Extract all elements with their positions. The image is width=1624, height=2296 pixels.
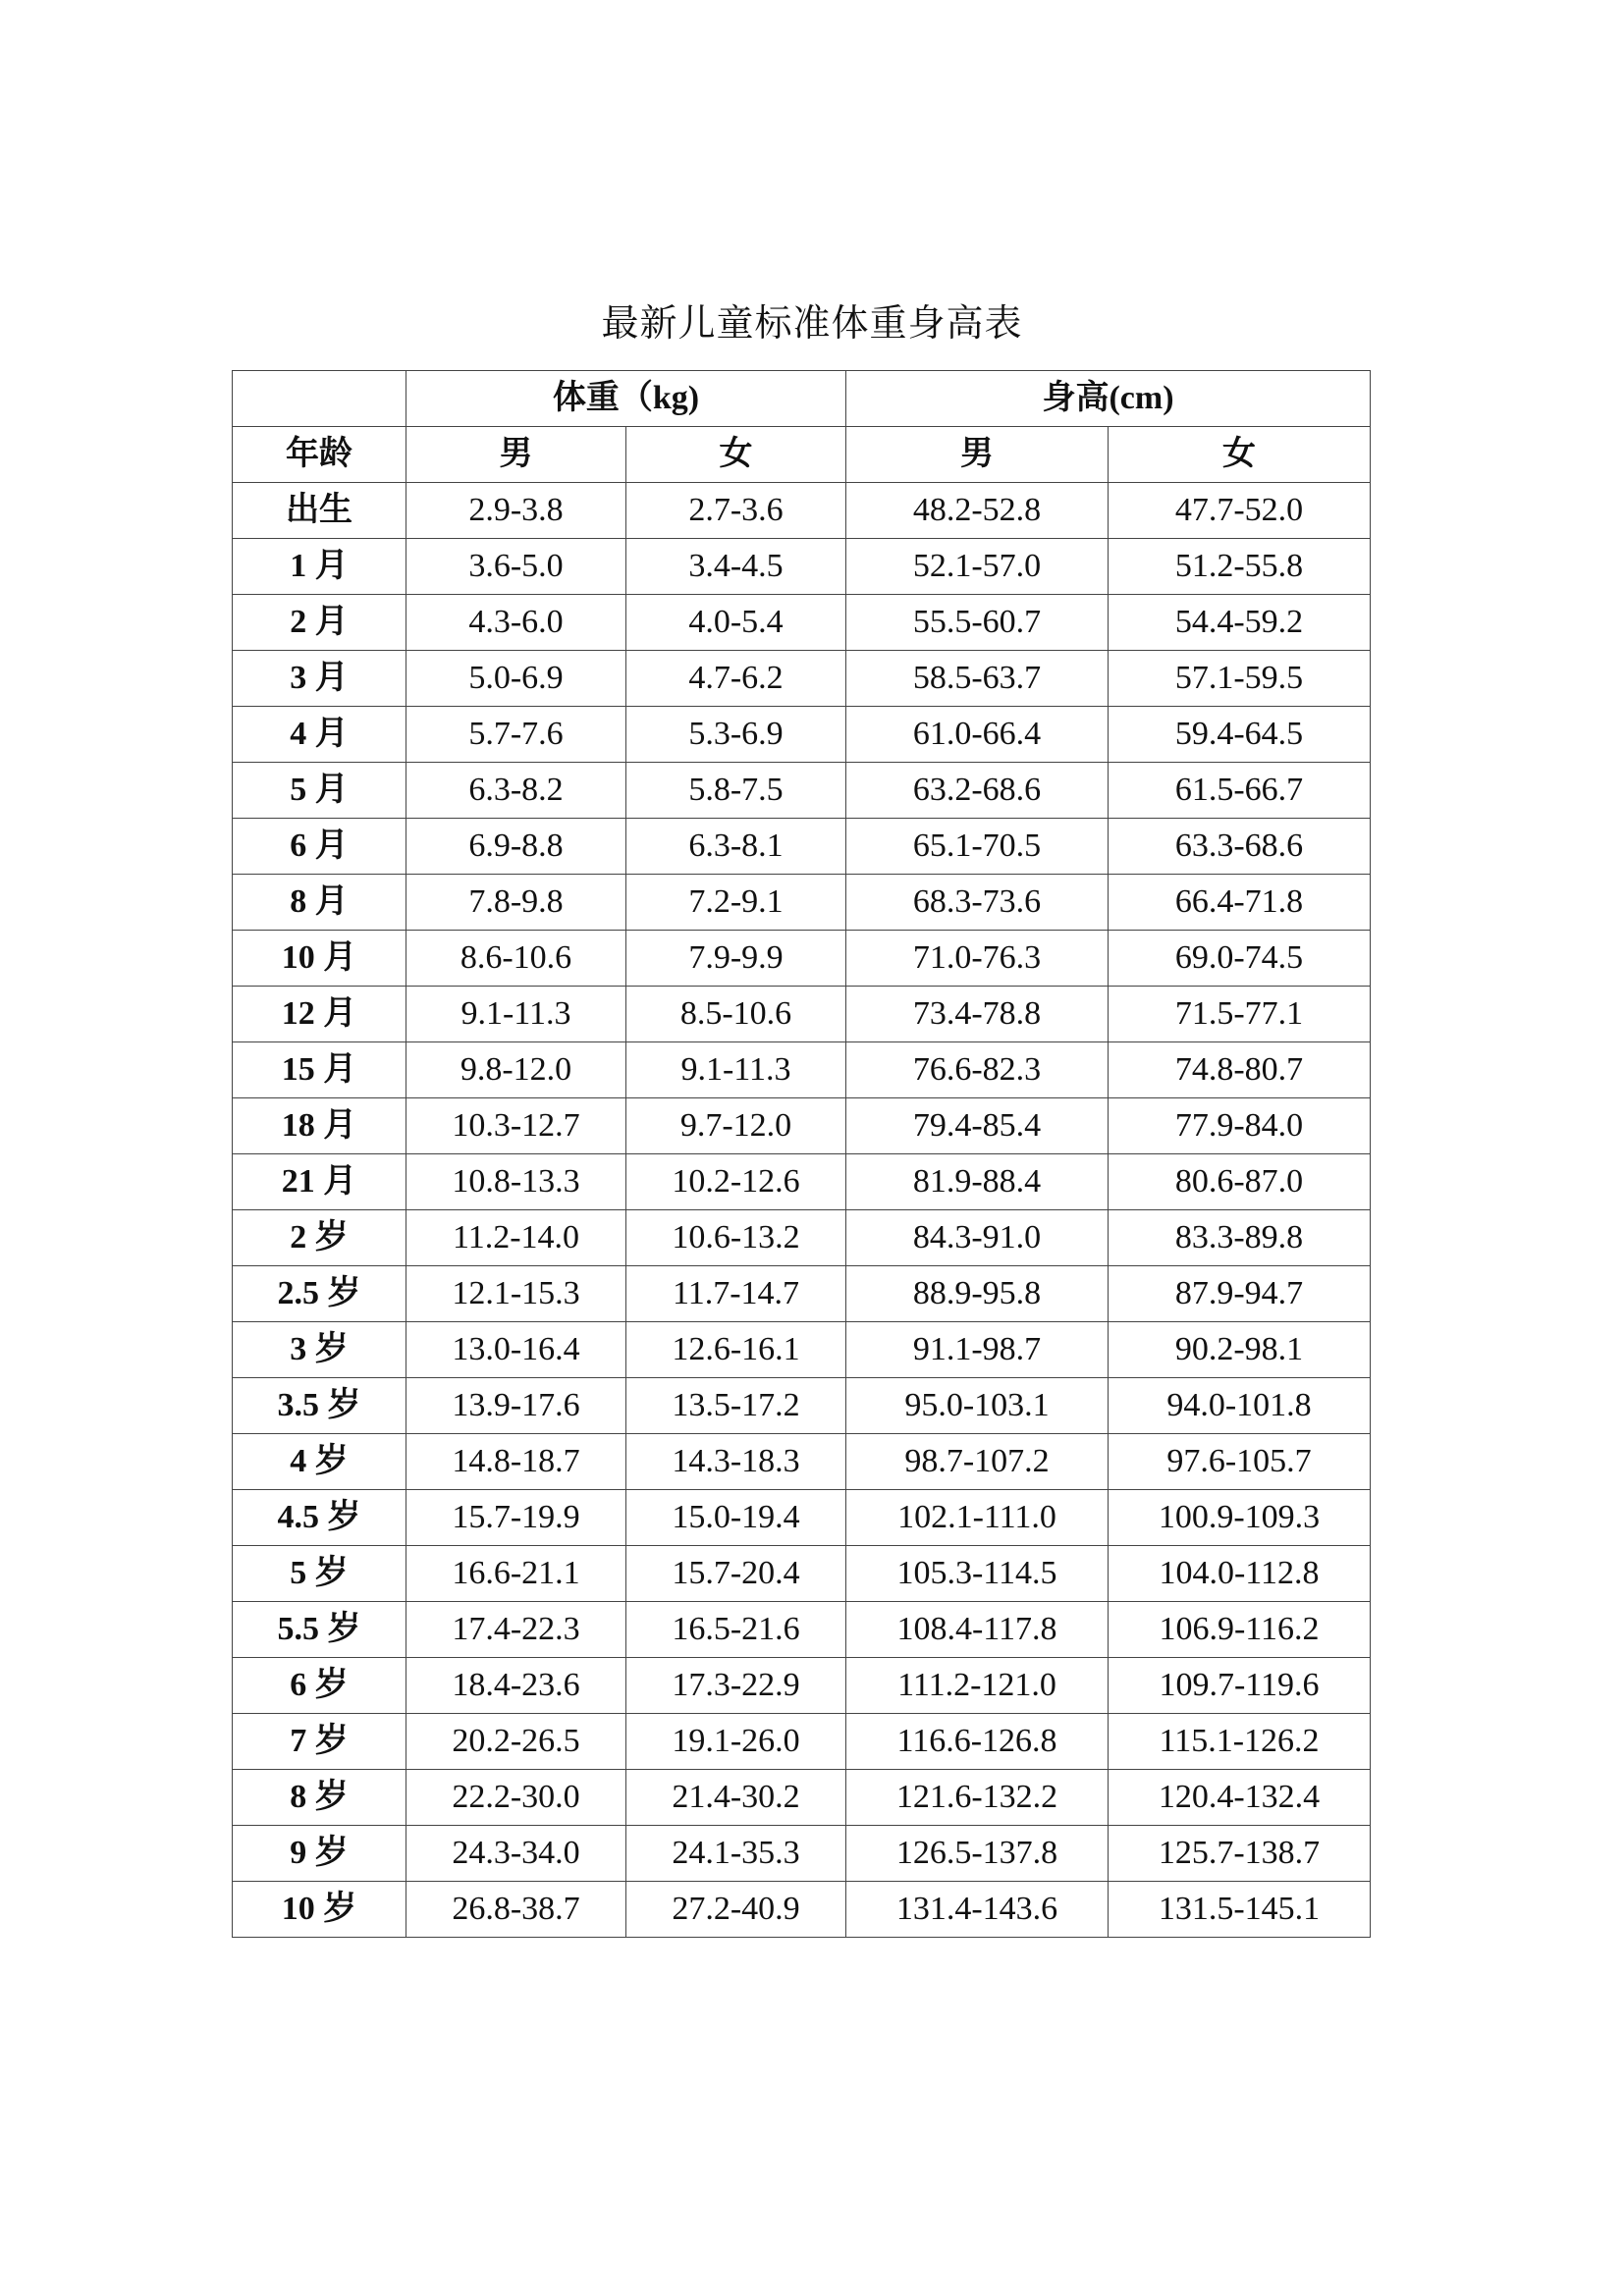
height-female-cell: 106.9-116.2 (1109, 1602, 1371, 1658)
table-row (233, 1098, 1371, 1154)
height-female-cell: 83.3-89.8 (1109, 1210, 1371, 1266)
weight-male-cell: 4.3-6.0 (406, 595, 626, 651)
weight-male-cell: 18.4-23.6 (406, 1658, 626, 1714)
age-cell: 12 月 (233, 987, 406, 1042)
age-cell: 2 岁 (233, 1210, 406, 1266)
height-female-cell: 80.6-87.0 (1109, 1154, 1371, 1210)
weight-female-cell: 4.7-6.2 (626, 651, 846, 707)
weight-male-cell: 13.9-17.6 (406, 1378, 626, 1434)
header-corner-cell (233, 371, 406, 427)
table-row (233, 1658, 1371, 1714)
age-cell: 4.5 岁 (233, 1490, 406, 1546)
height-male-cell: 95.0-103.1 (846, 1378, 1109, 1434)
weight-female-cell: 5.8-7.5 (626, 763, 846, 819)
table-row (233, 1826, 1371, 1882)
weight-female-cell: 24.1-35.3 (626, 1826, 846, 1882)
weight-male-cell: 17.4-22.3 (406, 1602, 626, 1658)
weight-male-cell: 24.3-34.0 (406, 1826, 626, 1882)
table-row (233, 1322, 1371, 1378)
height-male-cell: 91.1-98.7 (846, 1322, 1109, 1378)
weight-male-cell: 16.6-21.1 (406, 1546, 626, 1602)
weight-female-cell: 14.3-18.3 (626, 1434, 846, 1490)
weight-female-cell: 6.3-8.1 (626, 819, 846, 875)
weight-female-cell: 13.5-17.2 (626, 1378, 846, 1434)
weight-female-cell: 16.5-21.6 (626, 1602, 846, 1658)
height-female-cell: 94.0-101.8 (1109, 1378, 1371, 1434)
age-cell: 9 岁 (233, 1826, 406, 1882)
weight-female-cell: 12.6-16.1 (626, 1322, 846, 1378)
table-row (233, 987, 1371, 1042)
weight-male-cell: 10.8-13.3 (406, 1154, 626, 1210)
weight-male-cell: 14.8-18.7 (406, 1434, 626, 1490)
age-cell: 1 月 (233, 539, 406, 595)
table-row (233, 819, 1371, 875)
weight-male-cell: 5.0-6.9 (406, 651, 626, 707)
weight-female-cell: 7.9-9.9 (626, 931, 846, 987)
height-male-cell: 55.5-60.7 (846, 595, 1109, 651)
table-row (233, 1266, 1371, 1322)
weight-male-cell: 26.8-38.7 (406, 1882, 626, 1938)
age-cell: 21 月 (233, 1154, 406, 1210)
weight-male-cell: 22.2-30.0 (406, 1770, 626, 1826)
weight-female-cell: 5.3-6.9 (626, 707, 846, 763)
height-female-cell: 77.9-84.0 (1109, 1098, 1371, 1154)
age-cell: 8 月 (233, 875, 406, 931)
height-male-cell: 65.1-70.5 (846, 819, 1109, 875)
height-male-cell: 68.3-73.6 (846, 875, 1109, 931)
height-female-cell: 47.7-52.0 (1109, 483, 1371, 539)
weight-male-cell: 3.6-5.0 (406, 539, 626, 595)
weight-female-cell: 4.0-5.4 (626, 595, 846, 651)
height-male-cell: 98.7-107.2 (846, 1434, 1109, 1490)
table-row (233, 875, 1371, 931)
weight-male-cell: 13.0-16.4 (406, 1322, 626, 1378)
height-female-cell: 74.8-80.7 (1109, 1042, 1371, 1098)
height-female-cell: 125.7-138.7 (1109, 1826, 1371, 1882)
weight-female-cell: 19.1-26.0 (626, 1714, 846, 1770)
height-female-cell: 100.9-109.3 (1109, 1490, 1371, 1546)
height-male-cell: 116.6-126.8 (846, 1714, 1109, 1770)
height-female-cell: 109.7-119.6 (1109, 1658, 1371, 1714)
height-male-cell: 131.4-143.6 (846, 1882, 1109, 1938)
age-cell: 4 月 (233, 707, 406, 763)
weight-female-cell: 9.1-11.3 (626, 1042, 846, 1098)
height-female-cell: 63.3-68.6 (1109, 819, 1371, 875)
age-cell: 2 月 (233, 595, 406, 651)
height-female-cell: 66.4-71.8 (1109, 875, 1371, 931)
weight-female-cell: 15.0-19.4 (626, 1490, 846, 1546)
table-row (233, 595, 1371, 651)
weight-male-cell: 8.6-10.6 (406, 931, 626, 987)
weight-female-cell: 7.2-9.1 (626, 875, 846, 931)
table-row (233, 707, 1371, 763)
weight-male-cell: 6.9-8.8 (406, 819, 626, 875)
age-cell: 5 月 (233, 763, 406, 819)
age-cell: 18 月 (233, 1098, 406, 1154)
height-male-cell: 108.4-117.8 (846, 1602, 1109, 1658)
weight-female-cell: 17.3-22.9 (626, 1658, 846, 1714)
height-male-cell: 102.1-111.0 (846, 1490, 1109, 1546)
weight-female-cell: 2.7-3.6 (626, 483, 846, 539)
header-weight-male: 男 (406, 427, 626, 483)
table-row (233, 1434, 1371, 1490)
height-male-cell: 61.0-66.4 (846, 707, 1109, 763)
height-female-cell: 104.0-112.8 (1109, 1546, 1371, 1602)
header-weight-female: 女 (626, 427, 846, 483)
height-female-cell: 57.1-59.5 (1109, 651, 1371, 707)
age-cell: 10 月 (233, 931, 406, 987)
weight-female-cell: 8.5-10.6 (626, 987, 846, 1042)
header-height-group: 身高(cm) (846, 371, 1371, 427)
age-cell: 10 岁 (233, 1882, 406, 1938)
height-male-cell: 88.9-95.8 (846, 1266, 1109, 1322)
age-cell: 出生 (233, 483, 406, 539)
table-row (233, 1714, 1371, 1770)
height-female-cell: 69.0-74.5 (1109, 931, 1371, 987)
height-male-cell: 79.4-85.4 (846, 1098, 1109, 1154)
weight-male-cell: 7.8-9.8 (406, 875, 626, 931)
age-cell: 6 岁 (233, 1658, 406, 1714)
height-male-cell: 71.0-76.3 (846, 931, 1109, 987)
table-row (233, 1770, 1371, 1826)
table-row (233, 651, 1371, 707)
height-female-cell: 131.5-145.1 (1109, 1882, 1371, 1938)
weight-female-cell: 10.2-12.6 (626, 1154, 846, 1210)
weight-male-cell: 6.3-8.2 (406, 763, 626, 819)
height-female-cell: 90.2-98.1 (1109, 1322, 1371, 1378)
height-male-cell: 126.5-137.8 (846, 1826, 1109, 1882)
height-male-cell: 73.4-78.8 (846, 987, 1109, 1042)
age-cell: 6 月 (233, 819, 406, 875)
height-male-cell: 52.1-57.0 (846, 539, 1109, 595)
height-male-cell: 105.3-114.5 (846, 1546, 1109, 1602)
age-cell: 5.5 岁 (233, 1602, 406, 1658)
table-body (233, 371, 1371, 1938)
height-female-cell: 51.2-55.8 (1109, 539, 1371, 595)
table-row (233, 1378, 1371, 1434)
weight-male-cell: 12.1-15.3 (406, 1266, 626, 1322)
age-cell: 2.5 岁 (233, 1266, 406, 1322)
age-cell: 15 月 (233, 1042, 406, 1098)
weight-male-cell: 10.3-12.7 (406, 1098, 626, 1154)
height-female-cell: 61.5-66.7 (1109, 763, 1371, 819)
height-male-cell: 84.3-91.0 (846, 1210, 1109, 1266)
weight-female-cell: 9.7-12.0 (626, 1098, 846, 1154)
age-cell: 3.5 岁 (233, 1378, 406, 1434)
age-cell: 7 岁 (233, 1714, 406, 1770)
weight-male-cell: 5.7-7.6 (406, 707, 626, 763)
height-female-cell: 71.5-77.1 (1109, 987, 1371, 1042)
height-male-cell: 121.6-132.2 (846, 1770, 1109, 1826)
header-height-female: 女 (1109, 427, 1371, 483)
weight-female-cell: 10.6-13.2 (626, 1210, 846, 1266)
weight-male-cell: 9.1-11.3 (406, 987, 626, 1042)
height-female-cell: 115.1-126.2 (1109, 1714, 1371, 1770)
height-male-cell: 76.6-82.3 (846, 1042, 1109, 1098)
weight-male-cell: 20.2-26.5 (406, 1714, 626, 1770)
age-cell: 4 岁 (233, 1434, 406, 1490)
table-row (233, 483, 1371, 539)
age-cell: 8 岁 (233, 1770, 406, 1826)
height-male-cell: 48.2-52.8 (846, 483, 1109, 539)
table-row (233, 1546, 1371, 1602)
weight-female-cell: 15.7-20.4 (626, 1546, 846, 1602)
weight-female-cell: 11.7-14.7 (626, 1266, 846, 1322)
weight-male-cell: 2.9-3.8 (406, 483, 626, 539)
table-row (233, 931, 1371, 987)
weight-male-cell: 15.7-19.9 (406, 1490, 626, 1546)
height-female-cell: 97.6-105.7 (1109, 1434, 1371, 1490)
age-cell: 3 岁 (233, 1322, 406, 1378)
table-row (233, 539, 1371, 595)
table-row (233, 1154, 1371, 1210)
header-row-groups (233, 371, 1371, 427)
age-cell: 3 月 (233, 651, 406, 707)
growth-table (232, 370, 1371, 1938)
header-weight-group: 体重（kg) (406, 371, 846, 427)
height-female-cell: 87.9-94.7 (1109, 1266, 1371, 1322)
height-male-cell: 63.2-68.6 (846, 763, 1109, 819)
height-male-cell: 58.5-63.7 (846, 651, 1109, 707)
header-height-male: 男 (846, 427, 1109, 483)
table-row (233, 1602, 1371, 1658)
table-row (233, 1042, 1371, 1098)
height-female-cell: 54.4-59.2 (1109, 595, 1371, 651)
height-male-cell: 81.9-88.4 (846, 1154, 1109, 1210)
height-male-cell: 111.2-121.0 (846, 1658, 1109, 1714)
page-title: 最新儿童标准体重身高表 (601, 303, 1023, 345)
height-female-cell: 59.4-64.5 (1109, 707, 1371, 763)
table-row (233, 1882, 1371, 1938)
height-female-cell: 120.4-132.4 (1109, 1770, 1371, 1826)
weight-male-cell: 9.8-12.0 (406, 1042, 626, 1098)
weight-female-cell: 21.4-30.2 (626, 1770, 846, 1826)
weight-female-cell: 3.4-4.5 (626, 539, 846, 595)
age-cell: 5 岁 (233, 1546, 406, 1602)
table-row (233, 1490, 1371, 1546)
table-row (233, 763, 1371, 819)
header-age: 年龄 (233, 427, 406, 483)
weight-male-cell: 11.2-14.0 (406, 1210, 626, 1266)
weight-female-cell: 27.2-40.9 (626, 1882, 846, 1938)
table-row (233, 1210, 1371, 1266)
header-row-columns (233, 427, 1371, 483)
